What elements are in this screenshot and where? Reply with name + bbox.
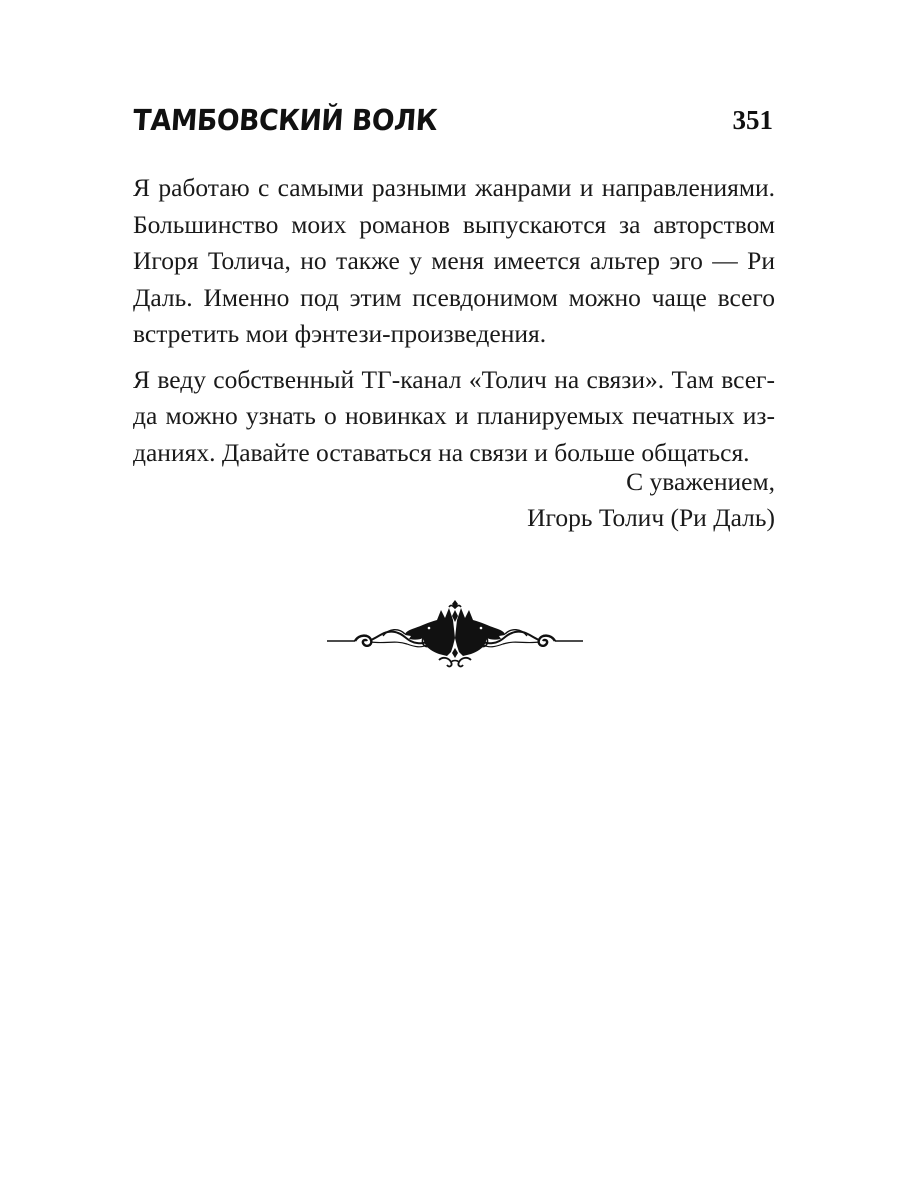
signature-block — [133, 464, 775, 536]
page-number: 351 — [732, 105, 773, 135]
paragraph-2 — [133, 362, 775, 472]
text-line: Большинство моих романов выпускаются за авторством — [133, 209, 775, 239]
paragraph-1 — [133, 170, 775, 353]
signature-closing: С уважением, — [626, 467, 775, 496]
text-line: даниях. Давайте оставаться на связи и больше общаться. — [133, 437, 750, 467]
text-line: да можно узнать о новинках и планируемых печатных из- — [133, 401, 775, 430]
text-line: Я работаю с самыми разными жанрами и направлениями. — [133, 173, 775, 202]
text-line: Даль. Именно под этим псевдонимом можно чаще всего — [133, 282, 775, 312]
book-title: ТАМБОВСКИЙ ВОЛК — [131, 103, 439, 137]
signature-author: Игорь Толич (Ри Даль) — [527, 503, 775, 532]
body-text — [133, 170, 775, 471]
text-line: Я веду собственный ТГ-канал «Толич на связи». Там всег- — [133, 364, 775, 394]
text-line: встретить мои фэнтези-произведения. — [133, 319, 547, 348]
twin-wolves-flourish-icon — [325, 598, 585, 670]
text-line: Игоря Толича, но также у меня имеется альтер эго — Ри — [133, 246, 775, 275]
running-header — [133, 100, 773, 140]
